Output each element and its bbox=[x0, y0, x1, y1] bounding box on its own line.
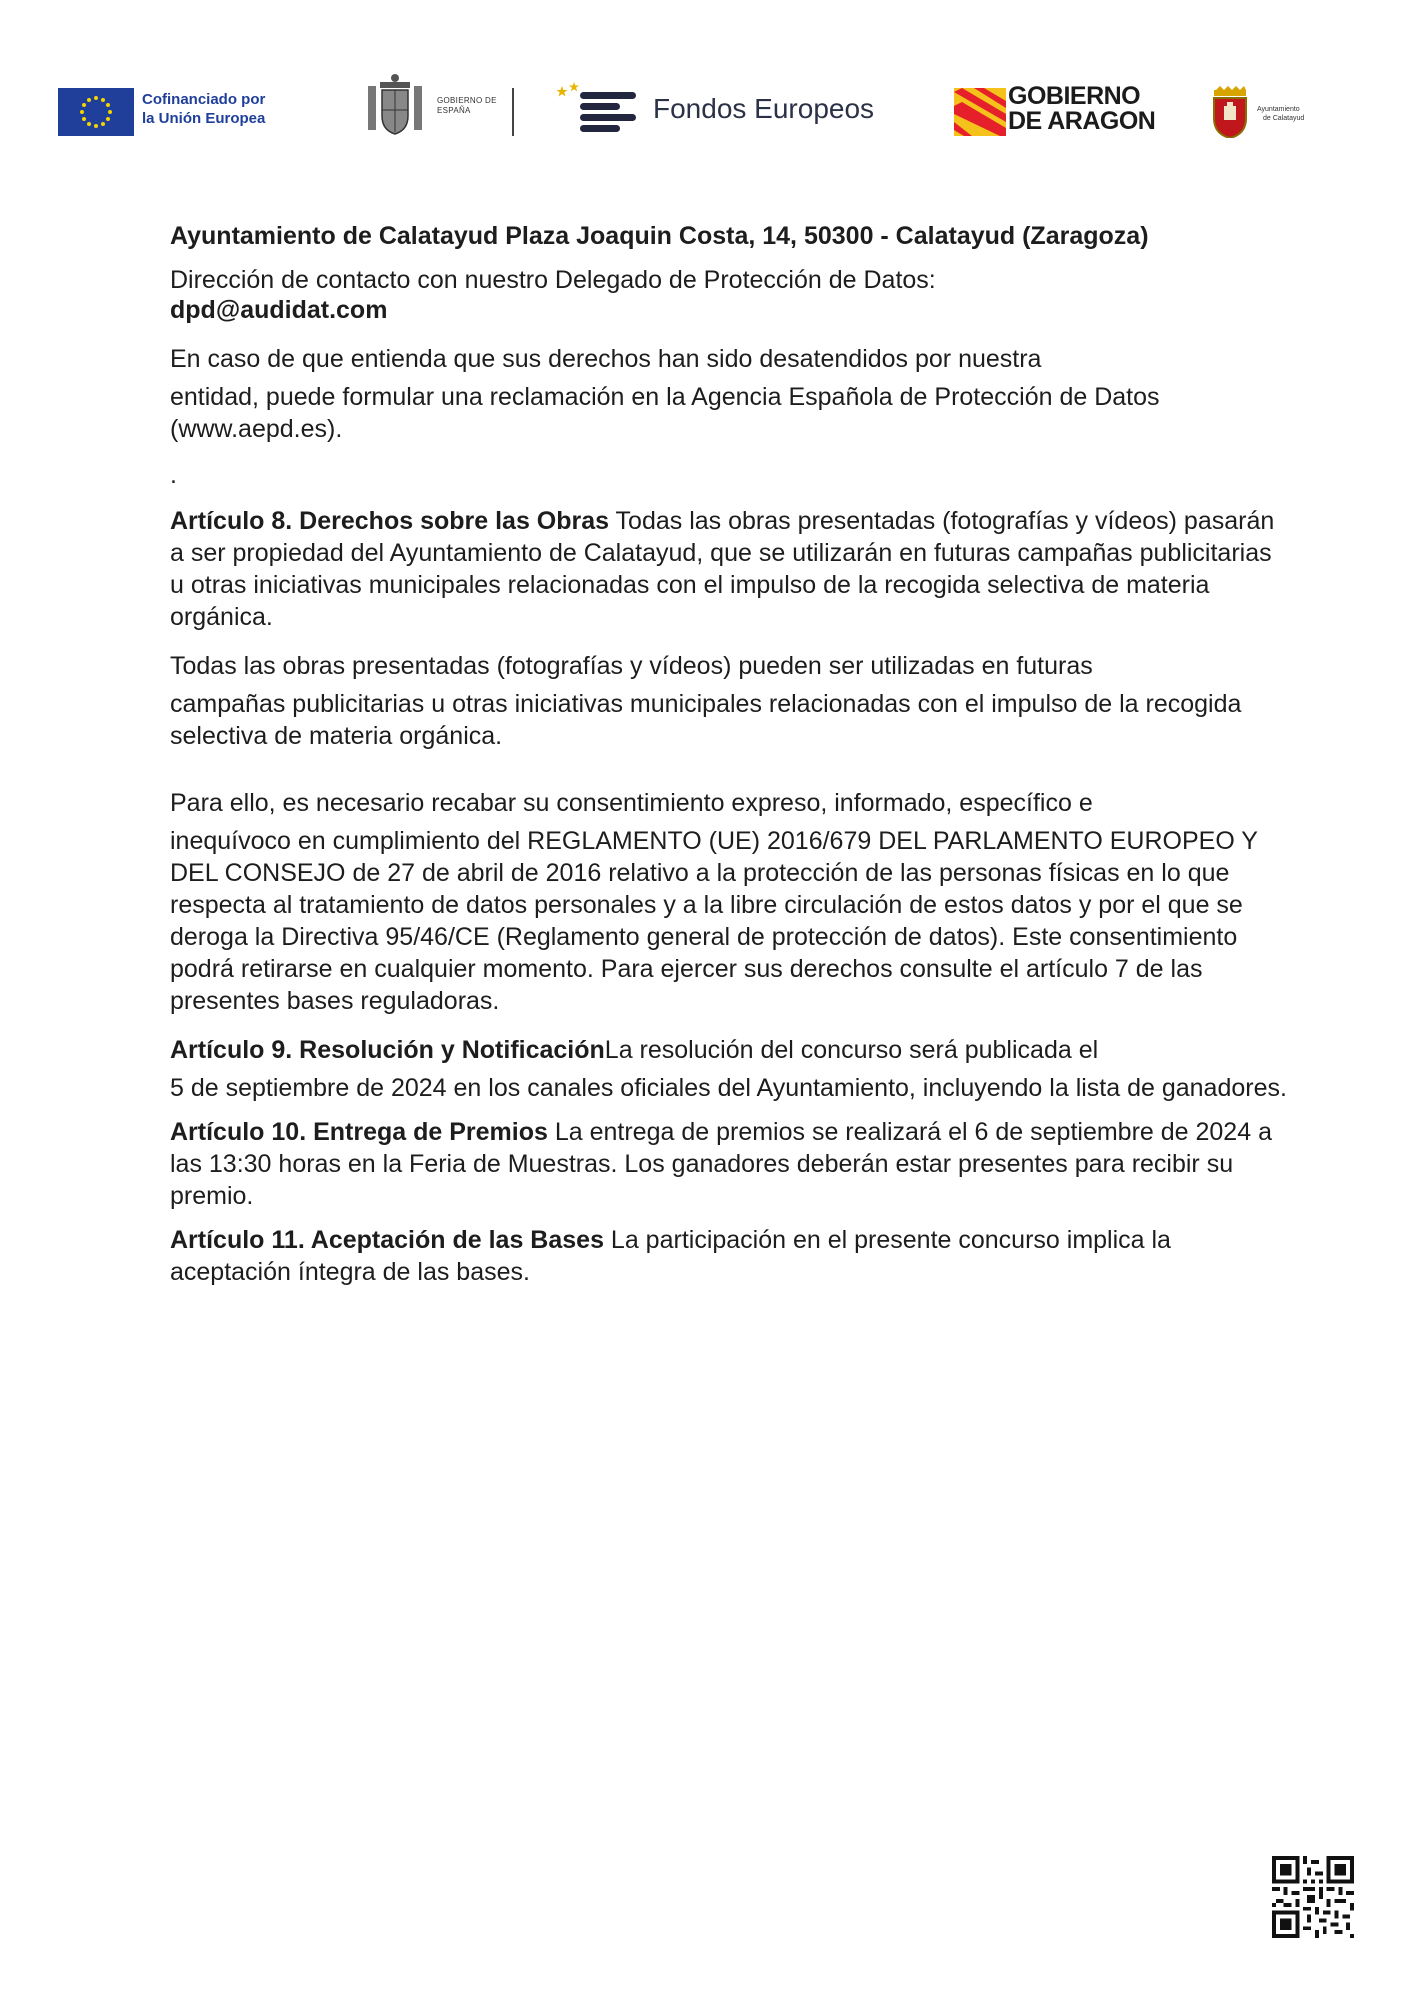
article-8-heading: Artículo 8. Derechos sobre las Obras bbox=[170, 507, 610, 535]
address-heading: Ayuntamiento de Calatayud Plaza Joaquin Costa, 14, 50300 - Calatayud (Zaragoza) bbox=[170, 222, 1149, 250]
calatayud-line2: de Calatayud bbox=[1263, 115, 1305, 122]
aragon-line2: DE ARAGON bbox=[1008, 107, 1156, 135]
calatayud-text bbox=[1257, 105, 1304, 123]
eu-logo-text: Cofinanciado por la Unión Europea bbox=[142, 91, 266, 127]
article-11-paragraph bbox=[170, 1224, 1290, 1288]
calatayud-shield-icon bbox=[1210, 86, 1250, 138]
article-8-p2-line1: Todas las obras presentadas (fotografías y vídeos) pueden ser utilizadas en futuras bbox=[170, 652, 1093, 680]
article-9-line2: 5 de septiembre de 2024 en los canales oficiales del Ayuntamiento, incluyendo la lista de ganadores. bbox=[170, 1074, 1287, 1102]
fondos-europeos-text: Fondos Europeos bbox=[653, 93, 875, 124]
article-9-paragraph bbox=[170, 1029, 1290, 1072]
separator-dot: . bbox=[170, 461, 177, 489]
article-9-heading: Artículo 9. Resolución y Notificación bbox=[170, 1036, 605, 1064]
eu-flag-icon bbox=[58, 88, 134, 136]
article-11-heading: Artículo 11. Aceptación de las Bases bbox=[170, 1226, 604, 1254]
calatayud-line1: Ayuntamiento bbox=[1257, 106, 1300, 113]
consent-line1: Para ello, es necesario recabar su consentimiento expreso, informado, específico e bbox=[170, 789, 1093, 817]
article-10-paragraph bbox=[170, 1116, 1290, 1212]
article-8-paragraph bbox=[170, 505, 1290, 633]
qr-code-icon bbox=[1272, 1856, 1354, 1938]
document-body bbox=[170, 220, 1290, 1288]
divider bbox=[512, 88, 514, 136]
aragon-flag-icon bbox=[954, 88, 1006, 136]
claim-line-1: En caso de que entienda que sus derechos han sido desatendidos por nuestra bbox=[170, 345, 1042, 373]
fondos-europeos-mark-icon bbox=[556, 80, 640, 138]
article-11-body: La participación en el presente concurso implica la aceptación íntegra de las bases. bbox=[170, 1226, 1171, 1286]
gobierno-aragon-text bbox=[1008, 84, 1155, 134]
aragon-line1: GOBIERNO bbox=[1008, 82, 1141, 110]
article-10-body: La entrega de premios se realizará el 6 de septiembre de 2024 a las 13:30 horas en la Feria de Muestras. Los ganadores deberán estar presentes para recibir su premio. bbox=[170, 1118, 1272, 1210]
article-8-body: Todas las obras presentadas (fotografías y vídeos) pasarán a ser propiedad del Ayuntamiento de Calatayud, que se utilizarán en futuras campañas publicitarias u otras iniciativas municipales relacionadas con el impulso de la recogida selectiva de materia orgánica. bbox=[170, 507, 1275, 631]
article-8-p2-line2: campañas publicitarias u otras iniciativas municipales relacionadas con el impulso de la recogida selectiva de materia orgánica. bbox=[170, 690, 1242, 750]
dpd-email: dpd@audidat.com bbox=[170, 296, 388, 324]
dpd-contact-label: Dirección de contacto con nuestro Delegado de Protección de Datos: bbox=[170, 266, 936, 294]
gobierno-espana-text: GOBIERNO DE ESPAÑA bbox=[437, 96, 497, 115]
article-9-line1: La resolución del concurso será publicada el bbox=[604, 1036, 1099, 1064]
claim-line-2: entidad, puede formular una reclamación en la Agencia Española de Protección de Datos (www.aepd.es). bbox=[170, 383, 1160, 443]
consent-line2: inequívoco en cumplimiento del REGLAMENTO (UE) 2016/679 DEL PARLAMENTO EUROPEO Y DEL CONSEJO de 27 de abril de 2016 relativo a la protección de las personas físicas en lo que respecta al tratamiento de datos personales y a la libre circulación de estos datos y por el que se deroga la Directiva 95/46/CE (Reglamento general de protección de datos). Este consentimiento podrá retirarse en cualquier momento. Para ejercer sus derechos consulte el artículo 7 de las presentes bases reguladoras. bbox=[170, 827, 1258, 1015]
spain-coat-of-arms-icon bbox=[364, 72, 426, 138]
article-10-heading: Artículo 10. Entrega de Premios bbox=[170, 1118, 548, 1146]
logo-bar bbox=[0, 0, 1414, 170]
